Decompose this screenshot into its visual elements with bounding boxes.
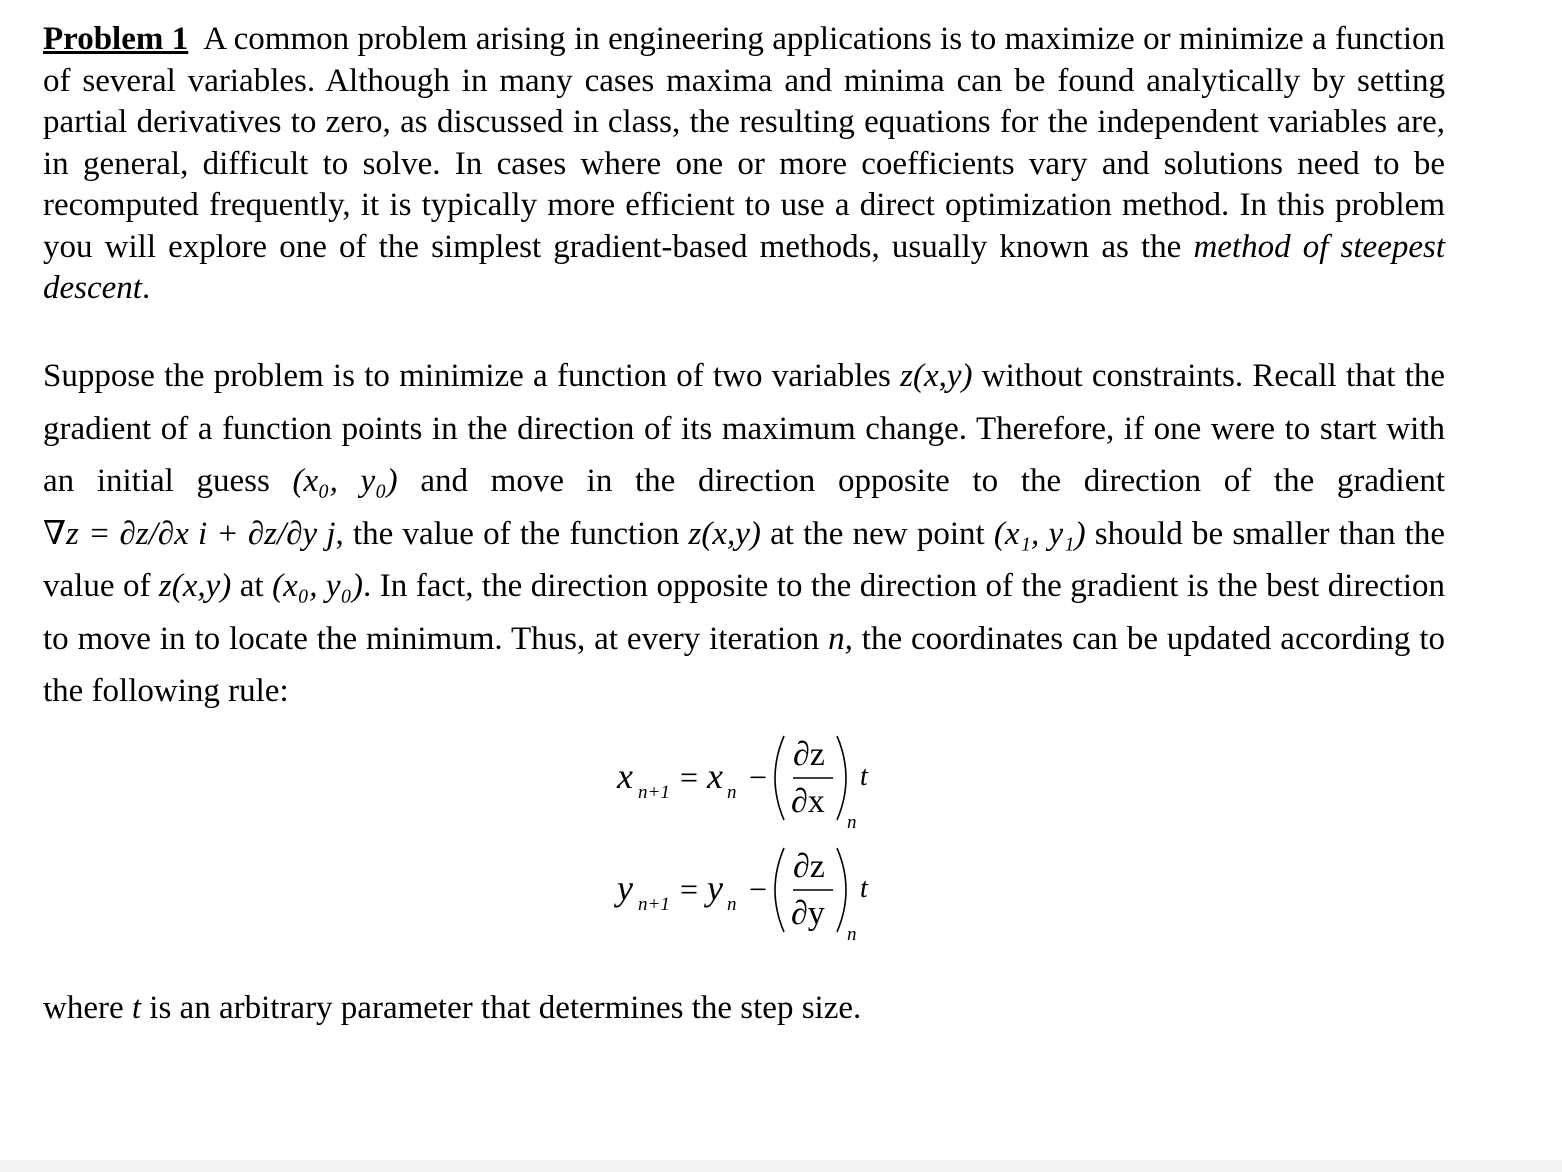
setup-text-7: at xyxy=(239,568,264,604)
setup-text-5: at the new point xyxy=(770,515,985,552)
eq1-lhs-sub: n+1 xyxy=(638,782,670,803)
eq1-paren-sub: n xyxy=(847,812,857,833)
math-x0y0-1: (x₀, y₀) xyxy=(292,463,398,499)
eq1-numerator: ∂z xyxy=(793,736,825,773)
eq2-lhs-sub: n+1 xyxy=(638,894,670,915)
math-x1y1: (x₁, y₁) xyxy=(993,515,1086,552)
step-size-note xyxy=(43,988,861,1029)
eq1-right-paren xyxy=(837,736,846,820)
equation-x-update xyxy=(616,736,869,833)
problem-label: Problem 1 xyxy=(43,21,189,57)
math-z-func-3: z(x,y) xyxy=(158,568,232,604)
setup-text-8: . In fact, the direction opposite to the direction of the gradient is the best direction to move in to locate the minimum. Thus, at every iteration xyxy=(43,568,1446,657)
eq1-equals: = xyxy=(680,759,699,795)
eq1-minus: − xyxy=(749,759,768,795)
eq2-minus: − xyxy=(749,871,768,907)
setup-text-2: without constraints. Recall that the gradient of a function points in the direction of its maximum change. Therefore, if one were to start with an initial guess xyxy=(43,358,1446,499)
eq1-factor: t xyxy=(860,761,868,792)
eq2-rhs-sub: n xyxy=(727,894,737,915)
iteration-var: n, xyxy=(828,620,853,657)
method-emphasis: method of steepest descent xyxy=(43,228,1446,306)
math-z-func-2: z(x,y) xyxy=(688,515,761,552)
eq2-paren-sub: n xyxy=(847,924,857,945)
math-z-func-1: z(x,y) xyxy=(900,358,973,394)
setup-text-3: and move in the direction opposite to the direction of the gradient xyxy=(420,463,1446,499)
setup-text-1: Suppose the problem is to minimize a function of two variables xyxy=(43,358,891,394)
equation-y-update xyxy=(614,848,869,945)
math-x0y0-2: (x₀, y₀) xyxy=(272,568,364,604)
eq2-lhs: y xyxy=(617,868,633,908)
eq2-denominator: ∂y xyxy=(791,895,825,932)
eq1-left-paren xyxy=(775,736,784,820)
eq1-rhs: x xyxy=(707,756,723,796)
eq2-left-paren xyxy=(775,848,784,932)
setup-text-6: should be smaller than the value of xyxy=(43,515,1445,604)
setup-text-4: , the value of the function xyxy=(335,515,680,552)
eq2-equals: = xyxy=(680,871,699,907)
footer-t-var: t xyxy=(131,990,142,1026)
footer-text-2: is an arbitrary parameter that determines the step size. xyxy=(149,990,862,1026)
problem-text: A common problem arising in engineering applications is to maximize or minimize a function of several variables. Although in many cases maxima and minima can be found analytically by setting partial derivatives to zero, as discussed in class, the resulting equations for the independent variables are, in general, difficult to solve. In cases where one or more coefficients vary and solutions need to be recomputed frequently, it is typically more efficient to use a direct optimization method. In this problem you will explore one of the simplest gradient-based methods, usually known as the xyxy=(43,21,1446,265)
bottom-edge-shade xyxy=(0,1160,1562,1172)
eq2-factor: t xyxy=(860,873,868,904)
problem-period: . xyxy=(141,270,151,306)
problem-paragraph xyxy=(43,19,1445,310)
eq1-lhs: x xyxy=(617,756,633,796)
footer-text-1: where xyxy=(43,990,124,1026)
eq2-numerator: ∂z xyxy=(793,848,825,885)
setup-paragraph xyxy=(43,350,1445,718)
setup-text-10: the coordinates can be updated according to the following rule: xyxy=(43,620,1446,709)
eq1-denominator: ∂x xyxy=(791,783,825,820)
eq2-rhs: y xyxy=(707,868,723,908)
eq1-rhs-sub: n xyxy=(727,782,737,803)
eq2-right-paren xyxy=(837,848,846,932)
math-gradient: ∇z = ∂z/∂x i + ∂z/∂y j xyxy=(43,515,336,552)
